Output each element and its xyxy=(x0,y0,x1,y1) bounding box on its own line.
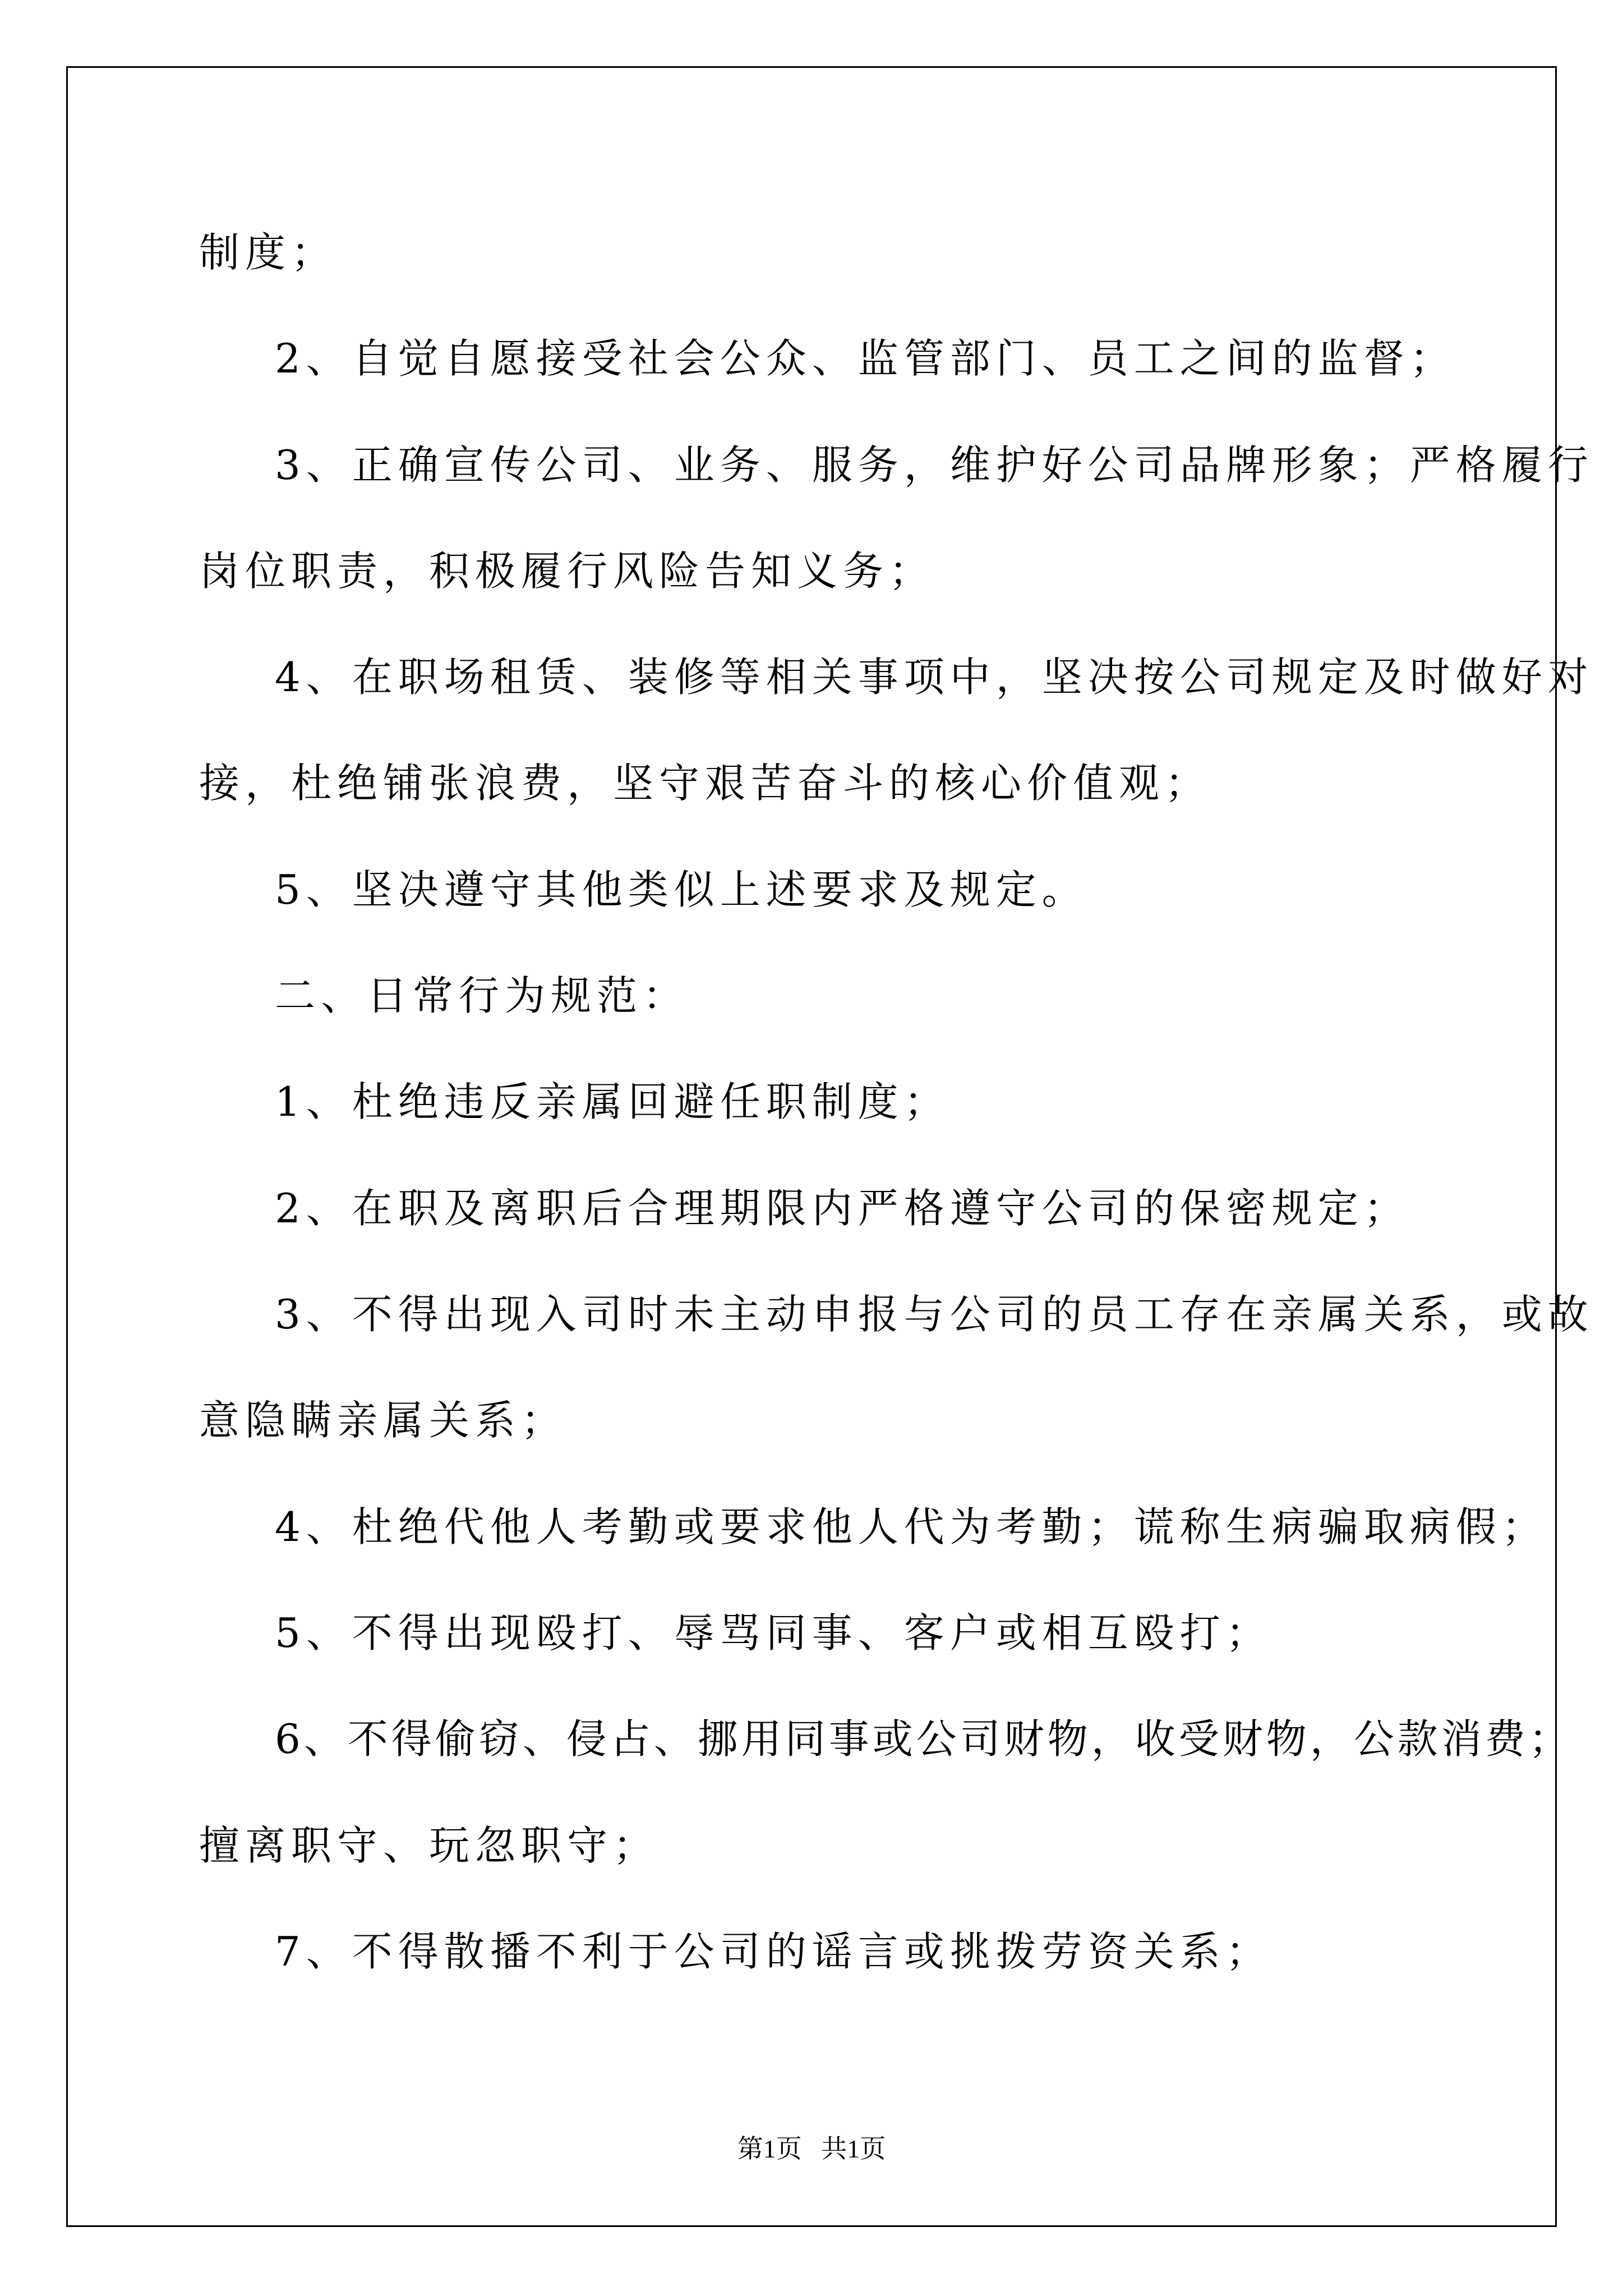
paragraph-line: 意隐瞒亲属关系； xyxy=(199,1397,568,1444)
paragraph-line: 5、坚决遵守其他类似上述要求及规定。 xyxy=(275,866,1088,913)
paragraph-line: 3、不得出现入司时未主动申报与公司的员工存在亲属关系，或故 xyxy=(275,1291,1594,1338)
paragraph-line: 4、在职场租赁、装修等相关事项中，坚决按公司规定及时做好对 xyxy=(275,654,1594,701)
paragraph-line: 3、正确宣传公司、业务、服务，维护好公司品牌形象；严格履行 xyxy=(275,441,1594,489)
paragraph-line: 岗位职责，积极履行风险告知义务； xyxy=(199,547,935,595)
paragraph-line: 2、自觉自愿接受社会公众、监管部门、员工之间的监督； xyxy=(275,335,1456,382)
paragraph-line: 1、杜绝违反亲属回避任职制度； xyxy=(275,1078,950,1125)
paragraph-line: 4、杜绝代他人考勤或要求他人代为考勤；谎称生病骗取病假； xyxy=(275,1503,1548,1550)
page-footer: 第1页 共1页 xyxy=(737,2134,886,2163)
paragraph-line: 5、不得出现殴打、辱骂同事、客户或相互殴打； xyxy=(275,1609,1272,1657)
paragraph-line: 制度； xyxy=(199,229,338,276)
page-border xyxy=(66,66,1557,2227)
paragraph-line: 6、不得偷窃、侵占、挪用同事或公司财物，收受财物，公款消费； xyxy=(275,1715,1573,1763)
paragraph-line: 7、不得散播不利于公司的谣言或挑拨劳资关系； xyxy=(275,1928,1272,1975)
paragraph-line: 接，杜绝铺张浪费，坚守艰苦奋斗的核心价值观； xyxy=(199,760,1211,807)
paragraph-line: 擅离职守、玩忽职守； xyxy=(199,1822,660,1869)
section-heading: 二、日常行为规范： xyxy=(275,972,689,1019)
paragraph-line: 2、在职及离职后合理期限内严格遵守公司的保密规定； xyxy=(275,1185,1410,1232)
